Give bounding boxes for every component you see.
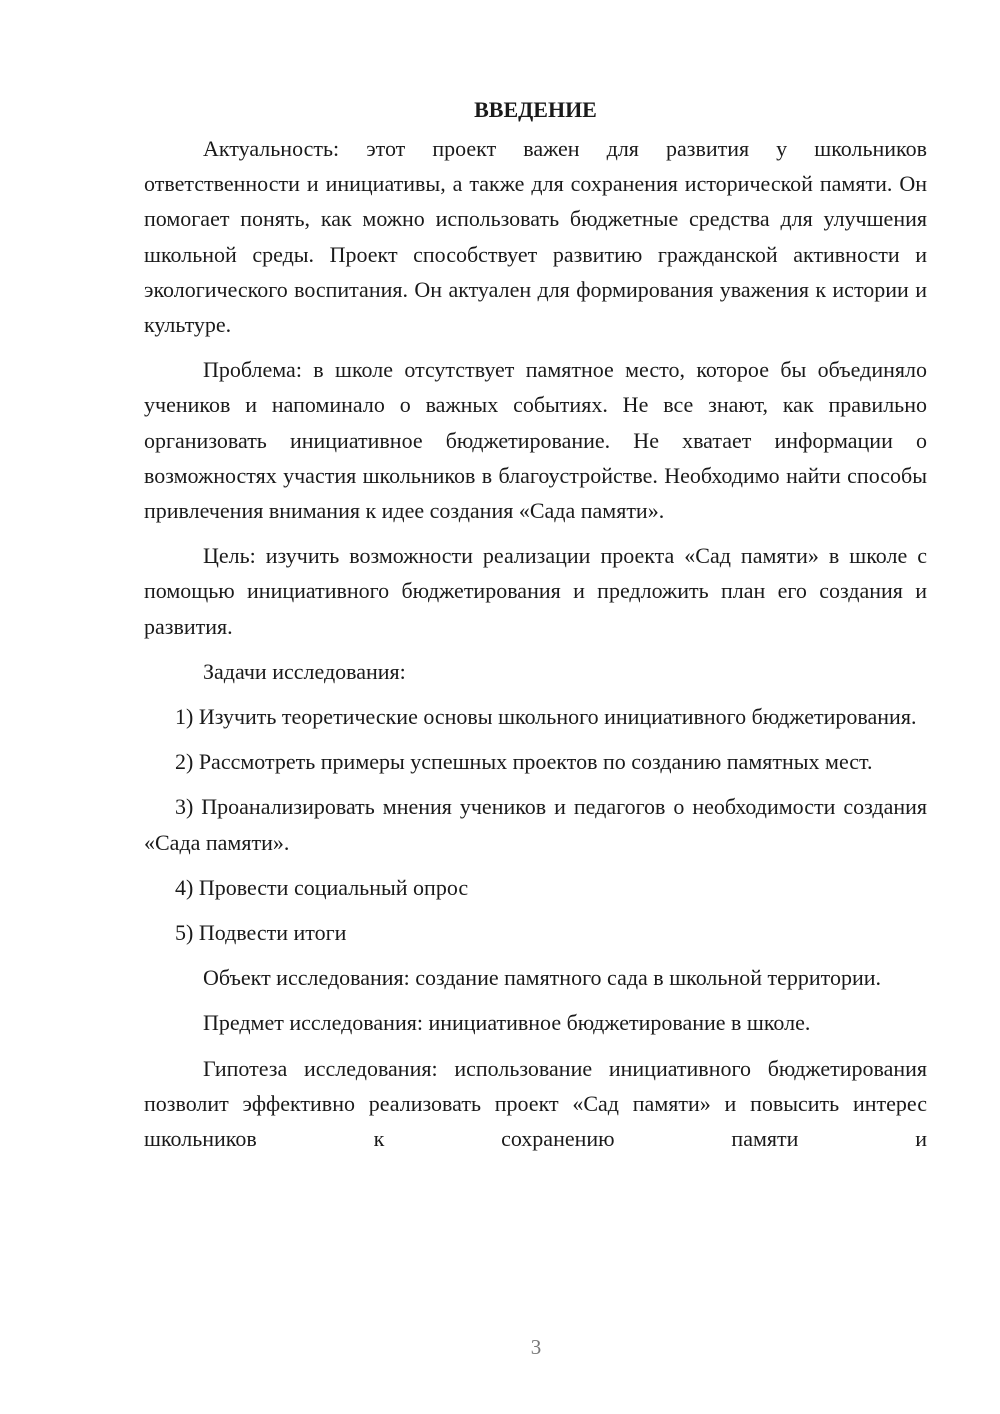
task-item-4: 4) Провести социальный опрос bbox=[175, 874, 469, 900]
hypothesis-paragraph: Гипотеза исследования: использование инициативного бюджетирования позволит эффективно реализовать проект «Сад памяти» и повысить интерес школьников к сохранению памяти и bbox=[144, 1055, 927, 1152]
task-item-2: 2) Рассмотреть примеры успешных проектов по созданию памятных мест. bbox=[175, 749, 873, 775]
page-number: 3 bbox=[530, 1335, 542, 1359]
document-body bbox=[144, 93, 927, 1166]
relevance-paragraph: Актуальность: этот проект важен для развития у школьников ответственности и инициативы, а также для сохранения исторической памяти. Он помогает понять, как можно использовать бюджетные средства для улучшения школьной среды. Проект способствует развитию гражданской активности и экологического воспитания. Он актуален для формирования уважения к истории и культуре. bbox=[144, 136, 927, 338]
task-item-3: 3) Проанализировать мнения учеников и педагогов о необходимости создания «Сада памяти». bbox=[144, 794, 927, 855]
task-item-5: 5) Подвести итоги bbox=[175, 920, 347, 946]
goal-paragraph: Цель: изучить возможности реализации проекта «Сад памяти» в школе с помощью инициативного бюджетирования и предложить план его создания и развития. bbox=[144, 543, 927, 639]
object-paragraph: Объект исследования: создание памятного сада в школьной территории. bbox=[203, 965, 881, 991]
task-item-1: 1) Изучить теоретические основы школьного инициативного бюджетирования. bbox=[175, 704, 917, 730]
section-heading: ВВЕДЕНИЕ bbox=[474, 97, 597, 122]
subject-paragraph: Предмет исследования: инициативное бюджетирование в школе. bbox=[203, 1010, 811, 1036]
problem-paragraph: Проблема: в школе отсутствует памятное место, которое бы объединяло учеников и напоминало о важных событиях. Не все знают, как правильно организовать инициативное бюджетирование. Не хватает информации о возможностях участия школьников в благоустройстве. Необходимо найти способы привлечения внимания к идее создания «Сада памяти». bbox=[144, 357, 927, 524]
tasks-heading: Задачи исследования: bbox=[203, 658, 406, 684]
